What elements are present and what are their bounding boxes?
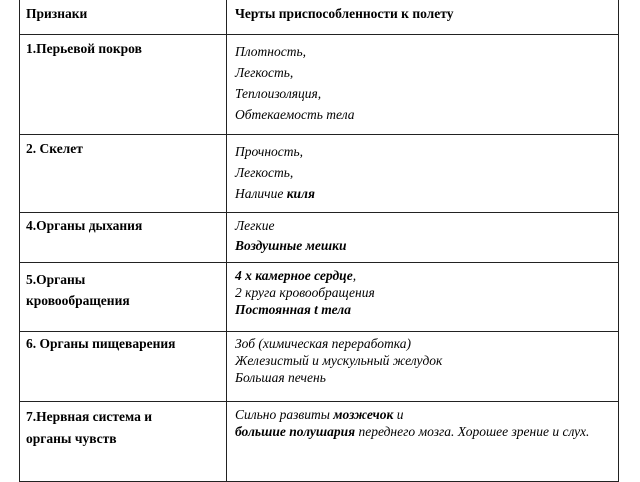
- feature-label: 5.Органы кровообращения: [26, 272, 130, 308]
- header-cell-adaptations: [227, 0, 619, 35]
- adaptation-line: Обтекаемость тела: [235, 107, 355, 122]
- table-row: [20, 263, 619, 332]
- adaptation-line: Теплоизоляция,: [235, 86, 322, 101]
- table-row: [20, 213, 619, 263]
- adaptation-line: Легкость,: [235, 65, 294, 80]
- adaptation-text: ,: [352, 268, 357, 283]
- header-adaptations: Черты приспособленности к полету: [235, 6, 454, 21]
- adaptation-keyword: Постоянная t тела: [235, 302, 351, 317]
- table-row: [20, 135, 619, 213]
- adaptation-text: переднего мозга. Хорошее зрение и слух.: [355, 424, 590, 439]
- adaptation-line: Большая печень: [235, 370, 326, 385]
- feature-cell: [20, 135, 227, 213]
- adaptation-line: Легкость,: [235, 165, 294, 180]
- feature-cell: [20, 402, 227, 482]
- adaptation-cell: [227, 402, 619, 482]
- adaptation-line: [235, 406, 612, 423]
- feature-cell: [20, 213, 227, 263]
- adaptation-keyword: мозжечок: [333, 407, 394, 422]
- adaptation-text: и: [393, 407, 404, 422]
- adaptation-cell: [227, 213, 619, 263]
- adaptation-text: Наличие: [235, 186, 287, 201]
- adaptation-text: Сильно развиты: [235, 407, 334, 422]
- adaptation-cell: [227, 135, 619, 213]
- adaptation-line: 2 круга кровообращения: [235, 285, 375, 300]
- feature-cell: [20, 263, 227, 332]
- feature-label: 7.Нервная система и органы чувств: [26, 409, 153, 446]
- feature-label: 1.Перьевой покров: [26, 41, 142, 56]
- table-row: [20, 35, 619, 135]
- header-cell-features: [20, 0, 227, 35]
- adaptation-line: [235, 267, 612, 284]
- adaptation-line: Зоб (химическая переработка): [235, 336, 411, 351]
- adaptation-line: Плотность,: [235, 44, 307, 59]
- adaptation-cell: [227, 35, 619, 135]
- adaptation-line: Прочность,: [235, 144, 304, 159]
- feature-label: 2. Скелет: [26, 141, 83, 156]
- feature-cell: [20, 35, 227, 135]
- feature-label: 4.Органы дыхания: [26, 218, 143, 233]
- adaptations-table: [19, 0, 619, 482]
- adaptation-line: Железистый и мускульный желудок: [235, 353, 443, 368]
- adaptation-keyword: Воздушные мешки: [235, 238, 347, 253]
- feature-cell: [20, 332, 227, 402]
- adaptation-keyword: киля: [286, 186, 315, 201]
- adaptation-cell: [227, 332, 619, 402]
- adaptation-line: Легкие: [235, 218, 275, 233]
- adaptation-cell: [227, 263, 619, 332]
- table-row: [20, 402, 619, 482]
- table-header-row: [20, 0, 619, 35]
- feature-label: 6. Органы пищеварения: [26, 336, 176, 351]
- table-row: [20, 332, 619, 402]
- adaptation-keyword: 4 х камерное сердце: [235, 268, 353, 283]
- adaptation-line: [235, 183, 612, 204]
- adaptation-line: [235, 423, 612, 440]
- adaptation-keyword: большие полушария: [235, 424, 356, 439]
- header-features: Признаки: [26, 6, 88, 21]
